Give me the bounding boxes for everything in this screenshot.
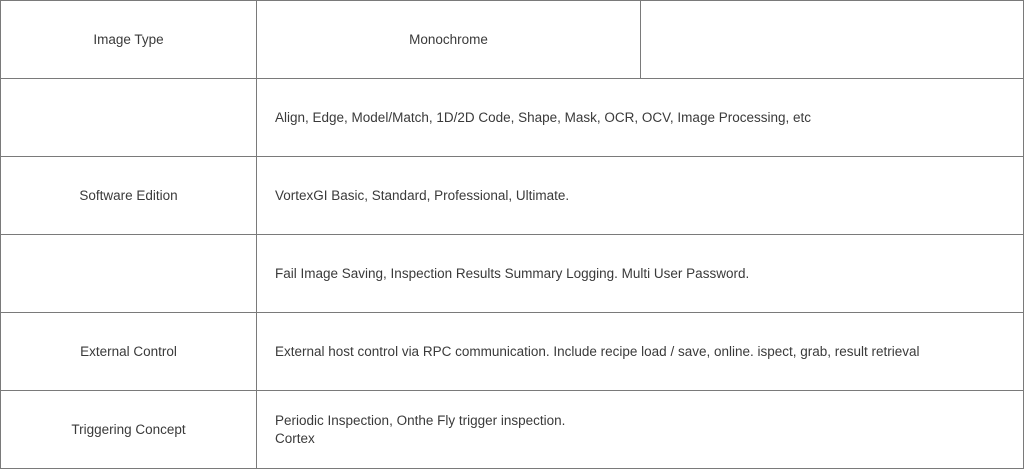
table-row [1, 157, 1024, 235]
row-value-logging: Fail Image Saving, Inspection Results Summary Logging. Multi User Password. [257, 235, 1024, 313]
row-extra-image-type [641, 1, 1024, 79]
table-row [1, 79, 1024, 157]
row-value-tools: Align, Edge, Model/Match, 1D/2D Code, Shape, Mask, OCR, OCV, Image Processing, etc [257, 79, 1024, 157]
triggering-concept-line-2: Cortex [275, 430, 315, 446]
row-value-triggering-concept [257, 391, 1024, 469]
table-row [1, 1, 1024, 79]
row-label-external-control: External Control [1, 313, 257, 391]
triggering-concept-line-1: Periodic Inspection, Onthe Fly trigger inspection. [275, 412, 566, 428]
row-label-logging [1, 235, 257, 313]
table-row [1, 313, 1024, 391]
table-row [1, 391, 1024, 469]
row-label-software-edition: Software Edition [1, 157, 257, 235]
row-value-image-type: Monochrome [257, 1, 641, 79]
row-label-image-type: Image Type [1, 1, 257, 79]
row-value-software-edition: VortexGI Basic, Standard, Professional, Ultimate. [257, 157, 1024, 235]
row-label-tools [1, 79, 257, 157]
row-label-triggering-concept: Triggering Concept [1, 391, 257, 469]
row-value-external-control: External host control via RPC communication. Include recipe load / save, online. ispect, grab, result retrieval [257, 313, 1024, 391]
table-row [1, 235, 1024, 313]
